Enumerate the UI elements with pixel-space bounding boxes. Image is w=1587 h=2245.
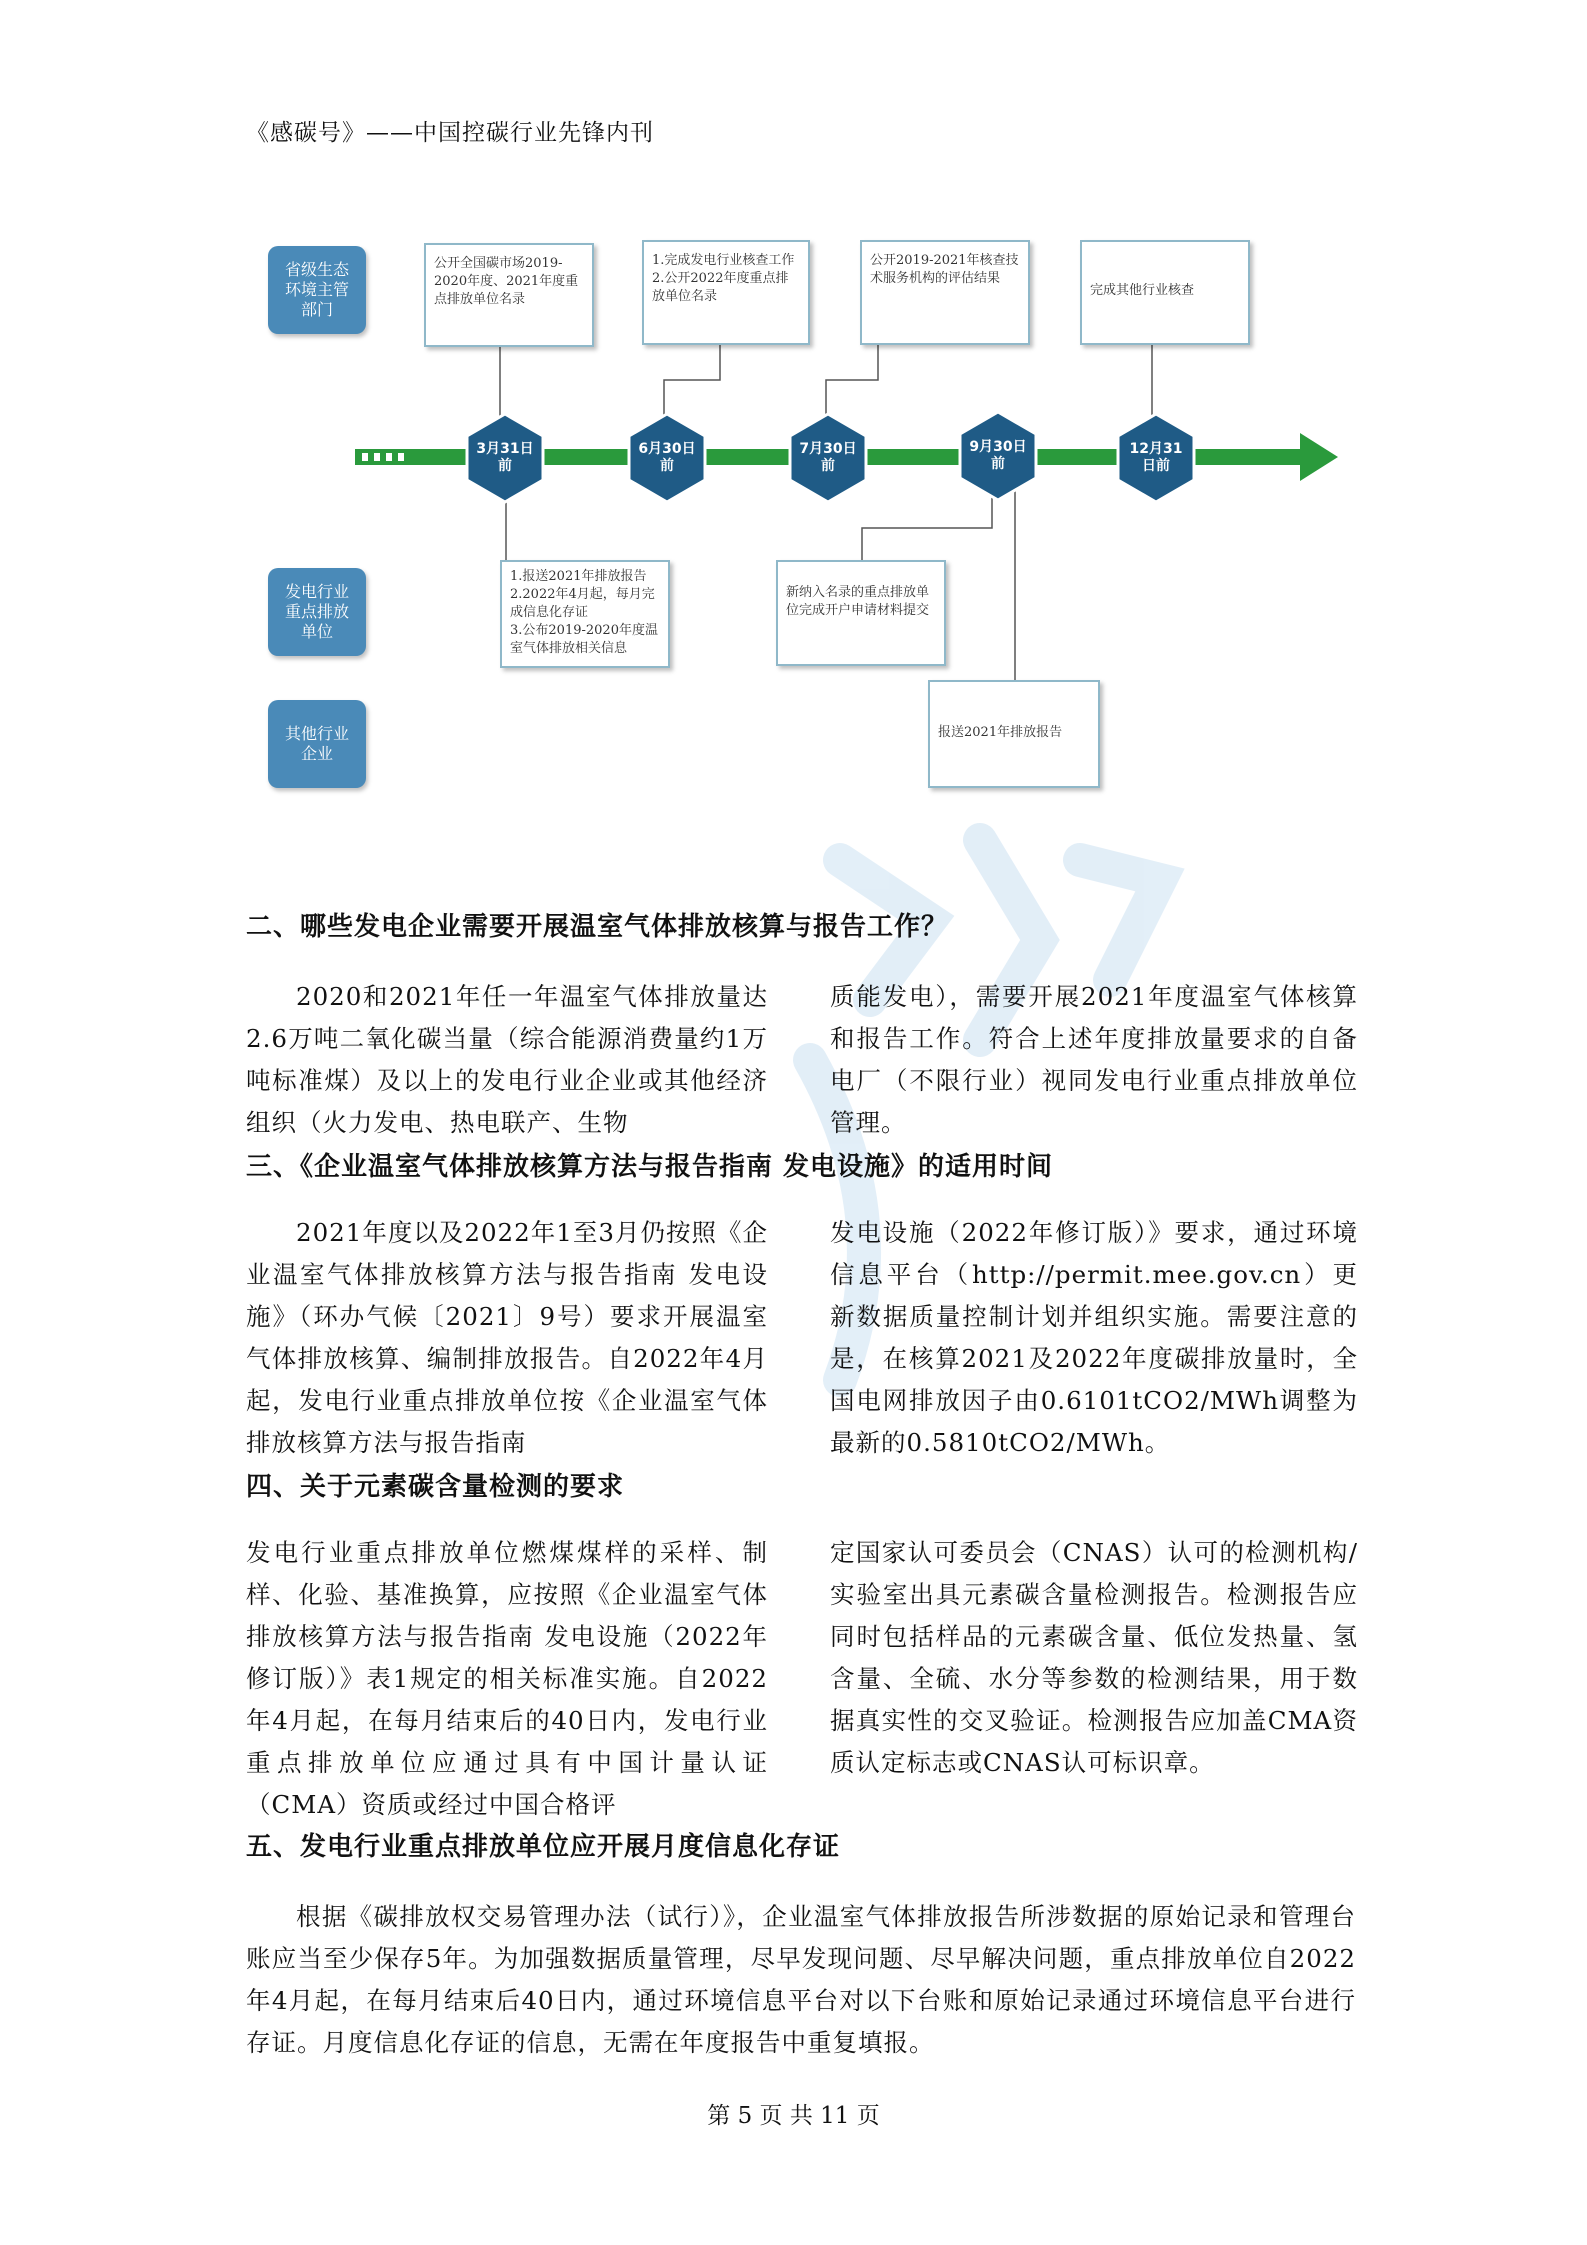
section-2-right-column: 质能发电），需要开展2021年度温室气体核算和报告工作。符合上述年度排放量要求的自备电厂（不限行业）视同发电行业重点排放单位管理。 <box>830 982 1358 1137</box>
section-heading: 五、发电行业重点排放单位应开展月度信息化存证 <box>246 1832 841 1862</box>
top-box: 公开2019-2021年核查技术服务机构的评估结果 <box>860 240 1030 345</box>
timeline-diagram <box>0 0 1587 800</box>
milestone-label: 3月31日 前 <box>476 441 534 474</box>
top-box: 1.完成发电行业核查工作 2.公开2022年度重点排放单位名录 <box>642 240 810 345</box>
page-header: 《感碳号》——中国控碳行业先锋内刊 <box>246 120 654 146</box>
connector-line <box>826 345 878 425</box>
timeline-svg <box>0 0 1587 800</box>
section-5-body: 根据《碳排放权交易管理办法（试行）》，企业温室气体排放报告所涉数据的原始记录和管理台账应当至少保存5年。为加强数据质量管理，尽早发现问题、尽早解决问题，重点排放单位自2022年4月起，在每月结束后40日内，通过环境信息平台对以下台账和原始记录通过环境信息平台进行存证。月度信息化存证的信息，无需在年度报告中重复填报。 <box>246 1902 1356 2057</box>
top-box: 公开全国碳市场2019-2020年度、2021年度重点排放单位名录 <box>424 243 594 347</box>
bottom-box: 新纳入名录的重点排放单位完成开户申请材料提交 <box>776 560 946 666</box>
section-3-left-column: 2021年度以及2022年1至3月仍按照《企业温室气体排放核算方法与报告指南 发电设施》（环办气候〔2021〕9号）要求开展温室气体排放核算、编制排放报告。自2022年4月起，发电行业重点排放单位按《企业温室气体排放核算方法与报告指南 <box>246 1218 768 1457</box>
section-3-right-column: 发电设施（2022年修订版）》要求，通过环境信息平台（http://permit.mee.gov.cn）更新数据质量控制计划并组织实施。需要注意的是，在核算2021及2022年度碳排放量时，全国电网排放因子由0.6101tCO2/MWh调整为最新的0.5810tCO2/MWh。 <box>830 1218 1358 1457</box>
section-4-left-column: 发电行业重点排放单位燃煤煤样的采样、制样、化验、基准换算，应按照《企业温室气体排放核算方法与报告指南 发电设施（2022年修订版）》表1规定的相关标准实施。自2022年4月起，在每月结束后的40日内，发电行业重点排放单位应通过具有中国计量认证（CMA）资质或经过中国合格评 <box>246 1538 768 1819</box>
category-power-key-emitters: 发电行业 重点排放 单位 <box>268 568 366 656</box>
category-provincial-dept: 省级生态 环境主管 部门 <box>268 246 366 334</box>
section-4-right-column: 定国家认可委员会（CNAS）认可的检测机构/实验室出具元素碳含量检测报告。检测报告应同时包括样品的元素碳含量、低位发热量、氢含量、全硫、水分等参数的检测结果，用于数据真实性的交叉验证。检测报告应加盖CMA资质认定标志或CNAS认可标识章。 <box>830 1538 1358 1777</box>
connector-line <box>664 345 720 425</box>
section-heading: 二、哪些发电企业需要开展温室气体排放核算与报告工作？ <box>246 912 949 942</box>
page-footer: 第 5 页 共 11 页 <box>707 2103 880 2129</box>
milestone-label: 9月30日 前 <box>969 439 1027 472</box>
section-heading: 三、《企业温室气体排放核算方法与报告指南 发电设施》的适用时间 <box>246 1152 1054 1182</box>
milestone-label: 7月30日 前 <box>799 441 857 474</box>
section-2-left-column: 2020和2021年任一年温室气体排放量达2.6万吨二氧化碳当量（综合能源消费量约1万吨标准煤）及以上的发电行业企业或其他经济组织（火力发电、热电联产、生物 <box>246 982 768 1137</box>
milestone-label: 12月31 日前 <box>1129 441 1183 474</box>
bottom-box: 1.报送2021年排放报告 2.2022年4月起，每月完成信息化存证 3.公布2019-2020年度温室气体排放相关信息 <box>500 560 670 668</box>
category-other-industries: 其他行业 企业 <box>268 700 366 788</box>
section-heading: 四、关于元素碳含量检测的要求 <box>246 1472 625 1502</box>
connector-line <box>862 490 992 560</box>
milestone-label: 6月30日 前 <box>638 441 696 474</box>
top-box: 完成其他行业核查 <box>1080 240 1250 345</box>
bottom-box: 报送2021年排放报告 <box>928 680 1100 788</box>
